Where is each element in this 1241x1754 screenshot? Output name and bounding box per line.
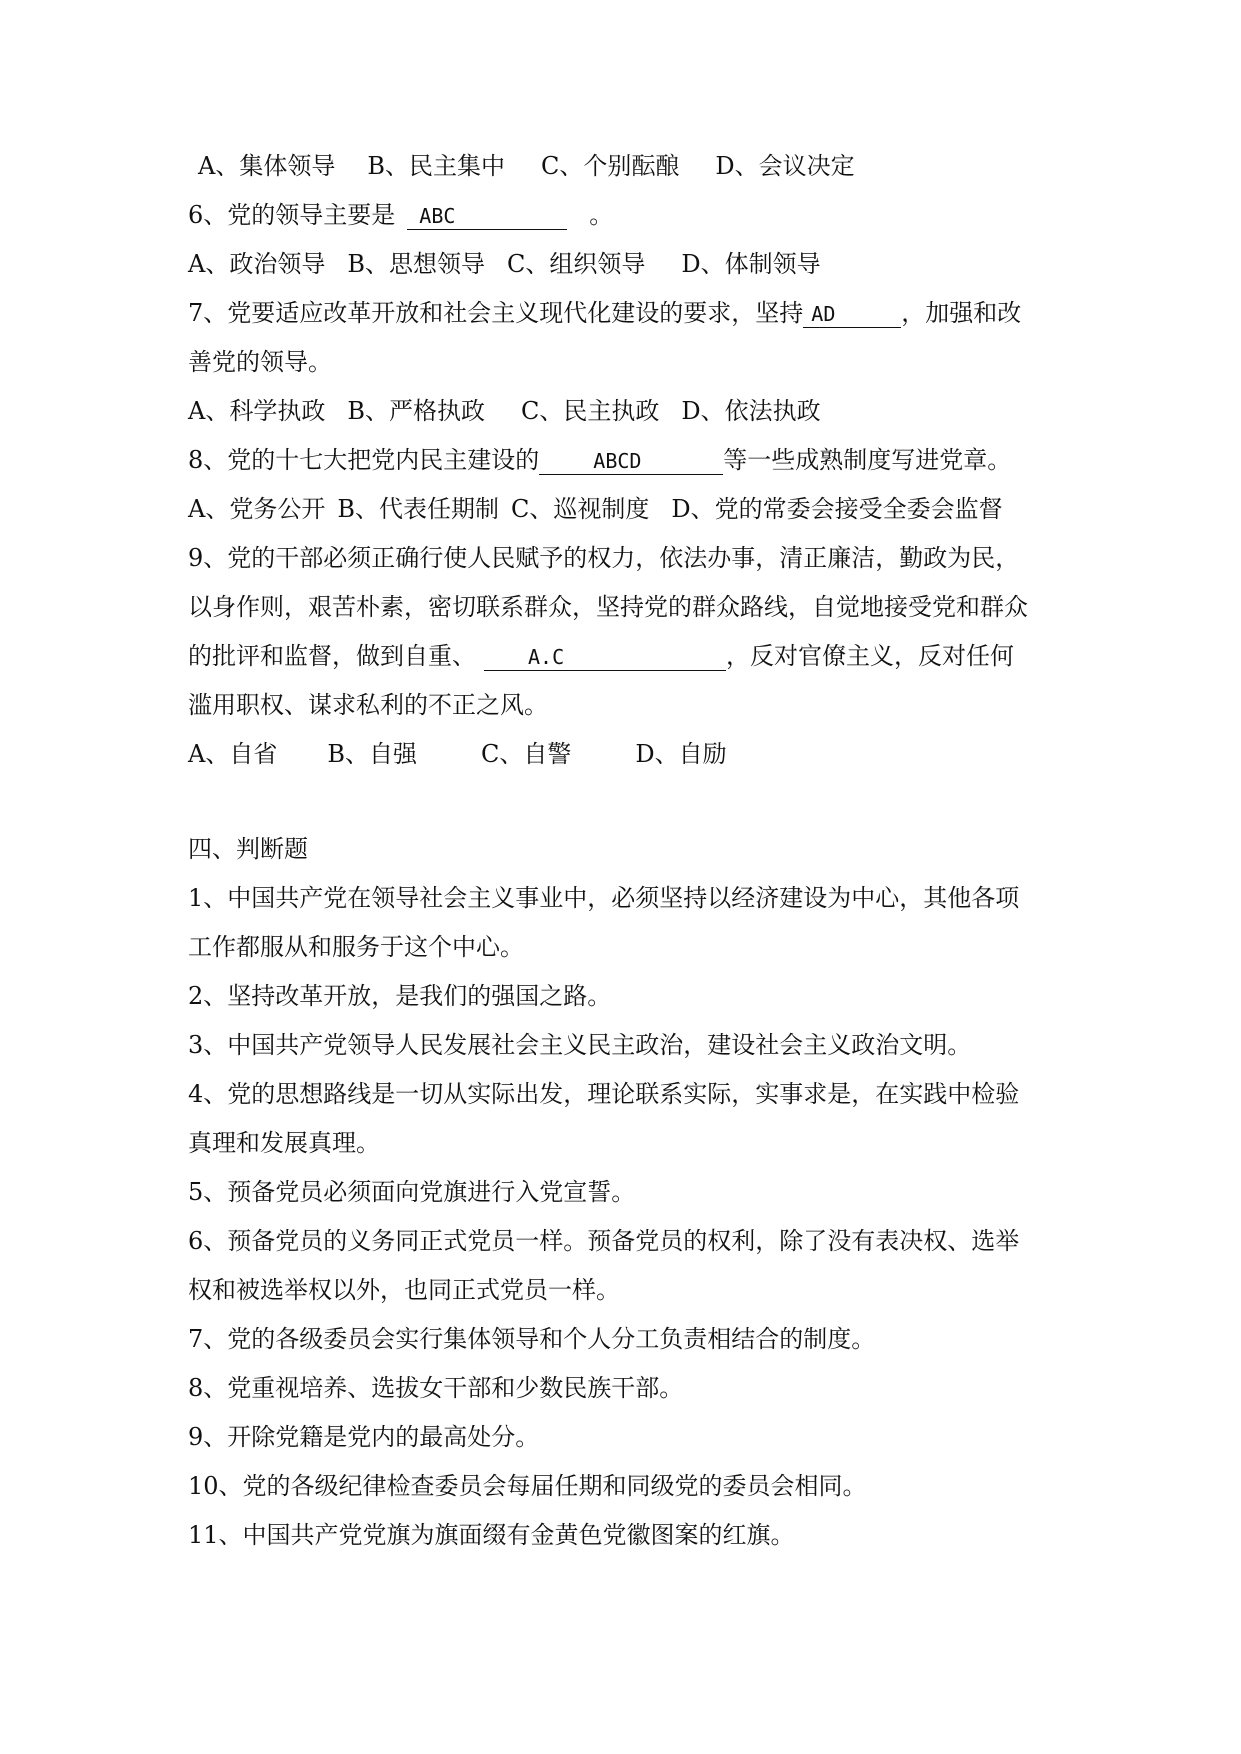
tf-line: 真理和发展真理。 (188, 1129, 380, 1157)
q5-options (198, 150, 855, 182)
q5-option-d: D、会议决定 (715, 152, 855, 180)
tf-line: 权和被选举权以外，也同正式党员一样。 (188, 1276, 620, 1304)
q5-option-c: C、个别酝酿 (540, 152, 680, 180)
tf-line: 7、党的各级委员会实行集体领导和个人分工负责相结合的制度。 (188, 1325, 876, 1353)
q7-option-b: B、严格执政 (347, 397, 485, 425)
q6-question (188, 199, 613, 231)
q6-option-d: D、体制领导 (681, 250, 821, 278)
q8-answer-blank: ABCD (539, 448, 723, 475)
q5-option-b: B、民主集中 (367, 152, 505, 180)
q8-text-end: 等一些成熟制度写进党章。 (723, 446, 1012, 474)
q9-question-line2: 以身作则，艰苦朴素，密切联系群众，坚持党的群众路线，自觉地接受党和群众 (188, 593, 1028, 621)
q8-question (188, 444, 1011, 476)
q8-option-b: B、代表任期制 (337, 495, 499, 523)
q7-option-a: A、科学执政 (188, 397, 326, 425)
tf-line: 6、预备党员的义务同正式党员一样。预备党员的权利，除了没有表决权、选举 (188, 1227, 1020, 1255)
q7-question (188, 297, 1021, 329)
q6-end: 。 (589, 201, 614, 229)
q9-options (188, 738, 727, 770)
q6-text: 6、党的领导主要是 (188, 201, 396, 229)
q7-answer-blank: AD (803, 301, 901, 328)
q7-options (188, 395, 821, 427)
q8-option-c: C、巡视制度 (510, 495, 650, 523)
q5-option-a: A、集体领导 (198, 152, 336, 180)
q9-option-b: B、自强 (327, 740, 417, 768)
q7-text-end: ，加强和改 (901, 299, 1022, 327)
q9-option-a: A、自省 (188, 740, 278, 768)
q6-option-b: B、思想领导 (347, 250, 485, 278)
q8-options (188, 493, 1003, 525)
q9-question-line1: 9、党的干部必须正确行使人民赋予的权力，依法办事，清正廉洁，勤政为民， (188, 544, 1020, 572)
q9-text: 的批评和监督，做到自重、 (188, 642, 476, 670)
q7-option-c: C、民主执政 (520, 397, 660, 425)
section-title: 四、判断题 (188, 835, 308, 863)
q6-option-a: A、政治领导 (188, 250, 326, 278)
q8-option-a: A、党务公开 (188, 495, 326, 523)
tf-line: 1、中国共产党在领导社会主义事业中，必须坚持以经济建设为中心，其他各项 (188, 884, 1020, 912)
tf-line: 5、预备党员必须面向党旗进行入党宣誓。 (188, 1178, 636, 1206)
tf-line: 2、坚持改革开放，是我们的强国之路。 (188, 982, 612, 1010)
q6-options (188, 248, 821, 280)
q8-text: 8、党的十七大把党内民主建设的 (188, 446, 540, 474)
tf-line: 3、中国共产党领导人民发展社会主义民主政治，建设社会主义政治文明。 (188, 1031, 972, 1059)
q7-text: 7、党要适应改革开放和社会主义现代化建设的要求，坚持 (188, 299, 804, 327)
q6-answer-blank: ABC (407, 203, 567, 230)
q7-question-line2: 善党的领导。 (188, 348, 332, 376)
tf-line: 工作都服从和服务于这个中心。 (188, 933, 524, 961)
q8-option-d: D、党的常委会接受全委会监督 (671, 495, 1003, 523)
tf-line: 4、党的思想路线是一切从实际出发，理论联系实际，实事求是，在实践中检验 (188, 1080, 1020, 1108)
q9-question-line3 (188, 640, 1014, 672)
tf-line: 9、开除党籍是党内的最高处分。 (188, 1423, 540, 1451)
q6-option-c: C、组织领导 (506, 250, 646, 278)
q9-question-line4: 滥用职权、谋求私利的不正之风。 (188, 691, 548, 719)
q7-option-d: D、依法执政 (681, 397, 821, 425)
tf-line: 10、党的各级纪律检查委员会每届任期和同级党的委员会相同。 (188, 1472, 867, 1500)
q9-answer-blank: A.C (484, 644, 726, 671)
tf-line: 11、中国共产党党旗为旗面缀有金黄色党徽图案的红旗。 (188, 1521, 795, 1549)
q9-text-end: ，反对官僚主义，反对任何 (726, 642, 1014, 670)
q9-option-d: D、自励 (635, 740, 727, 768)
q9-option-c: C、自警 (480, 740, 572, 768)
tf-line: 8、党重视培养、选拔女干部和少数民族干部。 (188, 1374, 684, 1402)
